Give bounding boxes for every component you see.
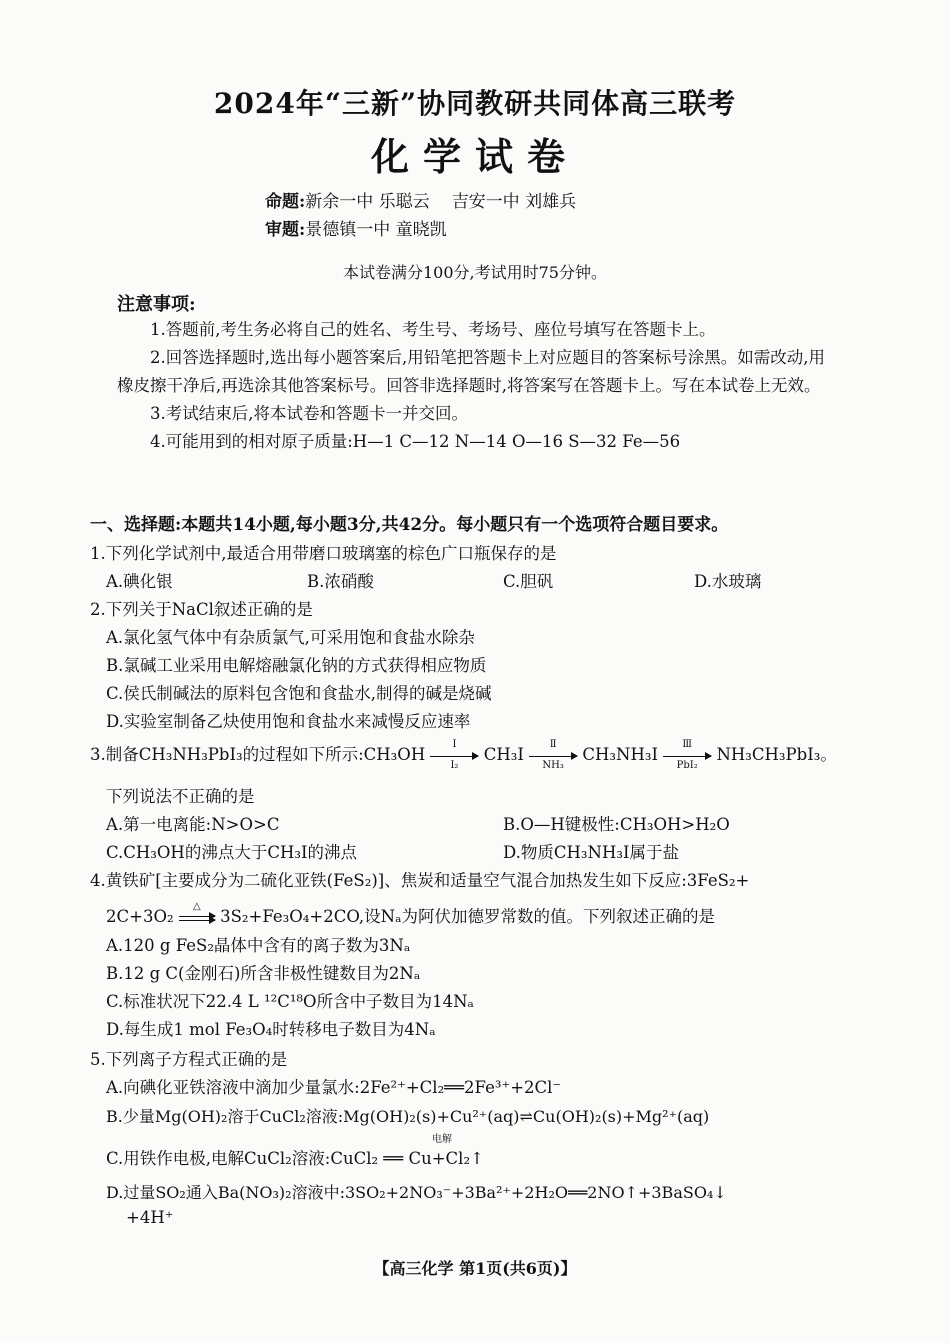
reaction-arrow-1: Ⅰ I₂ [430,748,478,764]
question-3-stem [90,738,837,771]
question-2-stem: 2.下列关于NaCl叙述正确的是 [90,600,313,619]
question-5-option-d: D.过量SO₂通入Ba(NO₃)₂溶液中:3SO₂+2NO₃⁻+3Ba²⁺+2H₂O══2NO↑+3BaSO₄↓ [106,1183,727,1202]
question-5-stem: 5.下列离子方程式正确的是 [90,1050,288,1069]
page-footer: 【高三化学 第1页(共6页)】 [373,1259,577,1278]
question-1-stem: 1.下列化学试剂中,最适合用带磨口玻璃塞的棕色广口瓶保存的是 [90,544,557,563]
question-2-option-c: C.侯氏制碱法的原料包含饱和食盐水,制得的碱是烧碱 [106,684,492,703]
notice-item: 3.考试结束后,将本试卷和答题卡一并交回。 [150,404,468,423]
question-4-option-a: A.120 g FeS₂晶体中含有的离子数为3Nₐ [106,936,411,955]
question-1-option-d: D.水玻璃 [694,572,762,591]
reaction-arrow-3: Ⅲ PbI₂ [663,748,711,764]
exam-note: 本试卷满分100分,考试用时75分钟。 [343,263,607,282]
q3-stem-prefix: 3.制备CH₃NH₃PbI₃的过程如下所示: [90,745,364,764]
question-1-option-b: B.浓硝酸 [307,572,374,591]
question-5-option-a: A.向碘化亚铁溶液中滴加少量氯水:2Fe²⁺+Cl₂══2Fe³⁺+2Cl⁻ [106,1078,562,1097]
question-2-option-b: B.氯碱工业采用电解熔融氯化钠的方式获得相应物质 [106,656,487,675]
notice-title: 注意事项: [117,294,196,315]
notice-item: 1.答题前,考生务必将自己的姓名、考生号、考场号、座位号填写在答题卡上。 [150,320,716,339]
review-author: 景德镇一中 童晓凯 [305,220,447,240]
credits [265,188,576,244]
question-4-option-b: B.12 g C(金刚石)所含非极性键数目为2Nₐ [106,964,421,983]
question-4-stem-cont: 2C+3O₂ △ 3S₂+Fe₃O₄+2CO,设Nₐ为阿伏加德罗常数的值。下列叙述正确的是 [106,900,715,926]
question-5-option-d-cont: +4H⁺ [126,1208,174,1227]
question-4-option-d: D.每生成1 mol Fe₃O₄时转移电子数目为4Nₐ [106,1020,436,1039]
question-2-option-a: A.氯化氢气体中有杂质氯气,可采用饱和食盐水除杂 [106,628,475,647]
exam-title: 2024年“三新”协同教研共同体高三联考 [213,87,737,120]
notice-item: 2.回答选择题时,选出每小题答案后,用铅笔把答题卡上对应题目的答案标号涂黑。如需改动,用橡皮擦干净后,再选涂其他答案标号。回答非选择题时,将答案写在答题卡上。写在本试卷上无效。 [117,348,825,395]
question-3-option-c: C.CH₃OH的沸点大于CH₃I的沸点 [106,843,357,862]
review-label: 审题: [265,220,306,240]
electrolysis-label: 电解 [432,1134,452,1145]
question-1-option-c: C.胆矾 [503,572,554,591]
reaction-arrow-2: Ⅱ NH₃ [529,748,577,764]
subject-title: 化学试卷 [370,134,579,179]
q3-species-2: CH₃I [483,745,524,764]
notice-list [117,316,837,456]
question-4-option-c: C.标准状况下22.4 L ¹²C¹⁸O所含中子数目为14Nₐ [106,992,474,1011]
section-heading: 一、选择题:本题共14小题,每小题3分,共42分。每小题只有一个选项符合题目要求。 [90,515,729,535]
q3-species-3: CH₃NH₃I [582,745,658,764]
proposal-author-1: 新余一中 乐聪云 [305,192,430,212]
notice-item: 4.可能用到的相对原子质量:H—1 C—12 N—14 O—16 S—32 Fe—56 [150,432,681,451]
heat-arrow: △ [179,910,215,926]
question-5-option-b: B.少量Mg(OH)₂溶于CuCl₂溶液:Mg(OH)₂(s)+Cu²⁺(aq)⇌Cu(OH)₂(s)+Mg²⁺(aq) [106,1107,710,1126]
question-1-option-a: A.碘化银 [106,572,173,591]
question-5-option-c: C.用铁作电极,电解CuCl₂溶液:CuCl₂ ══ Cu+Cl₂↑ [106,1149,484,1168]
proposal-author-2: 吉安一中 刘雄兵 [451,192,577,212]
question-3-stem-2: 下列说法不正确的是 [106,787,255,806]
question-3-option-b: B.O—H键极性:CH₃OH>H₂O [503,815,730,834]
question-2-option-d: D.实验室制备乙炔使用饱和食盐水来减慢反应速率 [106,712,471,731]
question-3-option-d: D.物质CH₃NH₃I属于盐 [503,843,679,862]
q3-species-1: CH₃OH [363,745,426,764]
q3-species-4: NH₃CH₃PbI₃。 [716,745,837,764]
proposal-label: 命题: [265,192,306,212]
question-3-option-a: A.第一电离能:N>O>C [106,815,280,834]
question-4-stem: 4.黄铁矿[主要成分为二硫化亚铁(FeS₂)]、焦炭和适量空气混合加热发生如下反应:3FeS₂+ [90,871,750,890]
